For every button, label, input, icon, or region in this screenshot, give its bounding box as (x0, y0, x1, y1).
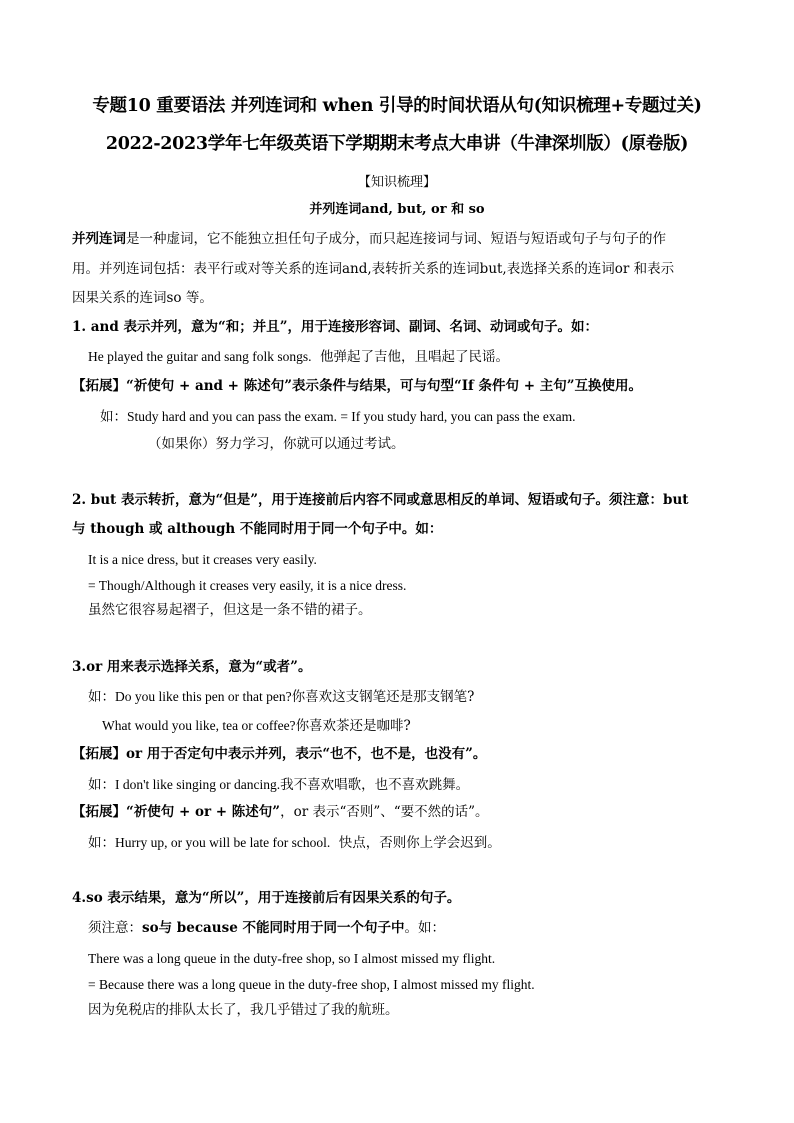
point1-example: He played the guitar and sang folk songs. 他弹起了吉他，且唱起了民谣。 (88, 349, 510, 365)
point3-extension-1: 【拓展】or 用于否定句中表示并列，表示“也不，也不是，也没有”。 (72, 746, 487, 762)
section-heading: 并列连词and, but, or 和 so (309, 202, 485, 217)
point3-ext1-example: 如：I don't like singing or dancing.我不喜欢唱歌，也不喜欢跳舞。 (88, 777, 470, 793)
document-title: 专题10 重要语法 并列连词和 when 引导的时间状语从句(知识梳理+专题过关) (92, 96, 702, 116)
point4-example-2: = Because there was a long queue in the duty-free shop, I almost missed my flight. (88, 977, 535, 992)
intro-line-1: 并列连词是一种虚词，它不能独立担任句子成分，而只起连接词与词、短语与短语或句子与句子的作 (72, 231, 666, 247)
point3-ext2-example: 如：Hurry up, or you will be late for school. 快点，否则你上学会迟到。 (88, 835, 501, 851)
point2-heading-2: 与 though 或 although 不能同时用于同一个句子中。如： (72, 521, 443, 537)
point1-extension: 【拓展】“祈使句 + and + 陈述句”表示条件与结果，可与句型“If 条件句 + 主句”互换使用。 (72, 378, 643, 394)
point2-example-1: It is a nice dress, but it creases very easily. (88, 552, 317, 567)
point2-translation: 虽然它很容易起褶子，但这是一条不错的裙子。 (88, 602, 372, 618)
point1-ext-translation: （如果你）努力学习，你就可以通过考试。 (148, 436, 405, 452)
point4-heading: 4.so 表示结果，意为“所以”，用于连接前后有因果关系的句子。 (72, 890, 461, 906)
intro-line-2: 用。并列连词包括：表平行或对等关系的连词and,表转折关系的连词but,表选择关系的连词or 和表示 (72, 261, 675, 277)
point1-heading: 1. and 表示并列，意为“和；并且”，用于连接形容词、副词、名词、动词或句子。如： (72, 319, 599, 335)
intro-term: 并列连词 (72, 231, 126, 247)
point1-ext-example: 如：Study hard and you can pass the exam. = If you study hard, you can pass the exam. (100, 409, 576, 425)
point3-extension-2: 【拓展】“祈使句 + or + 陈述句”，or 表示“否则”、“要不然的话”。 (72, 804, 489, 820)
point4-note: 须注意：so与 because 不能同时用于同一个句子中。如： (88, 920, 446, 936)
point4-example-1: There was a long queue in the duty-free shop, so I almost missed my flight. (88, 951, 496, 966)
point3-example-1: 如：Do you like this pen or that pen?你喜欢这支钢笔还是那支钢笔? (88, 689, 475, 705)
section-tag: 【知识梳理】 (357, 175, 436, 190)
intro-line-3: 因果关系的连词so 等。 (72, 290, 213, 306)
point2-example-2: = Though/Although it creases very easily, it is a nice dress. (88, 578, 407, 593)
point2-heading-1: 2. but 表示转折，意为“但是”，用于连接前后内容不同或意思相反的单词、短语或句子。须注意：but (72, 492, 689, 508)
point3-example-2: What would you like, tea or coffee?你喜欢茶还是咖啡? (102, 718, 411, 734)
document-subtitle: 2022-2023学年七年级英语下学期期末考点大串讲（牛津深圳版）(原卷版) (105, 134, 689, 154)
point3-heading: 3.or 用来表示选择关系，意为“或者”。 (72, 659, 312, 675)
point4-translation: 因为免税店的排队太长了，我几乎错过了我的航班。 (88, 1002, 399, 1018)
